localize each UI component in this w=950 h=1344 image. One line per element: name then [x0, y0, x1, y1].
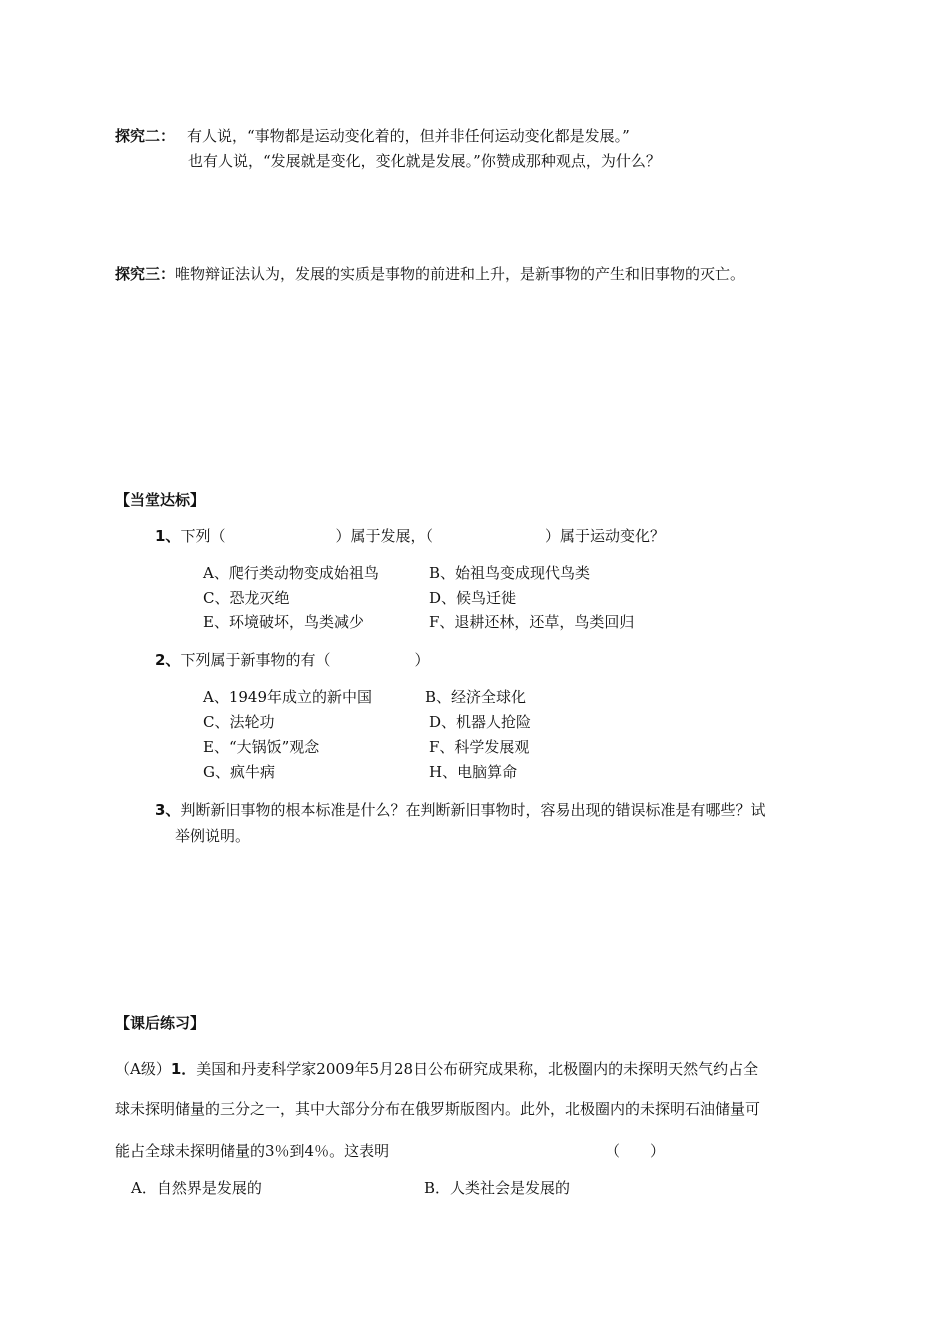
dt-q1-pre: 下列（ [180, 527, 226, 545]
tan2-line1 [115, 126, 630, 146]
dt-q1-opt-e: E、环境破坏，鸟类减少 [203, 613, 364, 631]
tan2-text1: 有人说，“事物都是运动变化着的，但并非任何运动变化都是发展。” [187, 127, 630, 145]
dt-q2-opt-a: A、1949年成立的新中国 [203, 688, 373, 706]
dt-q2-opt-g: G、疯牛病 [203, 763, 275, 781]
kh-q1-num: 1． [170, 1060, 197, 1078]
dt-q3-text2: 举例说明。 [175, 827, 251, 845]
kh-q1-line1 [115, 1059, 758, 1079]
dt-q1-stem [155, 526, 665, 546]
tan3-text: 唯物辩证法认为，发展的实质是事物的前进和上升，是新事物的产生和旧事物的灭亡。 [175, 265, 746, 283]
tan2-label: 探究二： [115, 127, 176, 145]
tan3-label: 探究三： [115, 265, 176, 283]
tan2-text2: 也有人说，“发展就是变化，变化就是发展。”你赞成那种观点，为什么？ [188, 152, 661, 170]
dt-q2-opt-b: B、经济全球化 [425, 688, 527, 706]
kh-q1-text1: 美国和丹麦科学家2009年5月28日公布研究成果称，北极圈内的未探明天然气约占全 [196, 1060, 759, 1078]
kh-q1-answer-paren[interactable]: （ ） [605, 1142, 666, 1160]
dt-q1-opt-b: B、始祖鸟变成现代鸟类 [429, 564, 591, 582]
kehou-heading: 【课后练习】 [115, 1014, 206, 1032]
dangtang-heading: 【当堂达标】 [115, 491, 206, 509]
kh-q1-opt-a: A．自然界是发展的 [131, 1179, 262, 1197]
dt-q2-opt-d: D、机器人抢险 [429, 713, 532, 731]
dt-q1-num: 1、 [155, 527, 181, 545]
kh-q1-opt-b: B．人类社会是发展的 [424, 1179, 571, 1197]
dt-q3-num: 3、 [155, 801, 181, 819]
dt-q1-mid: ）属于发展，（ [335, 527, 433, 545]
kh-q1-text3: 能占全球未探明储量的3％到4％。这表明 [115, 1142, 390, 1160]
dt-q2-opt-c: C、法轮功 [203, 713, 275, 731]
dt-q2-pre: 下列属于新事物的有（ [180, 651, 331, 669]
dt-q1-post: ）属于运动变化？ [544, 527, 665, 545]
dt-q3-line1 [155, 800, 765, 820]
dt-q1-opt-c: C、恐龙灭绝 [203, 589, 290, 607]
dt-q3-text1: 判断新旧事物的根本标准是什么？在判断新旧事物时，容易出现的错误标准是有哪些？试 [180, 801, 766, 819]
kh-q1-level: （A级） [115, 1060, 171, 1078]
dt-q1-opt-d: D、候鸟迁徙 [429, 589, 517, 607]
dt-q2-stem [155, 650, 429, 670]
dt-q2-num: 2、 [155, 651, 181, 669]
dt-q1-opt-a: A、爬行类动物变成始祖鸟 [203, 564, 379, 582]
tan3-line [115, 264, 745, 284]
dt-q1-opt-f: F、退耕还林，还草，鸟类回归 [429, 613, 635, 631]
dt-q2-opt-h: H、电脑算命 [429, 763, 518, 781]
dt-q2-post: ） [414, 651, 430, 669]
dt-q2-opt-e: E、“大锅饭”观念 [203, 738, 320, 756]
dt-q2-opt-f: F、科学发展观 [429, 738, 530, 756]
kh-q1-text2: 球未探明储量的三分之一，其中大部分分布在俄罗斯版图内。此外，北极圈内的未探明石油储量可 [115, 1100, 761, 1118]
